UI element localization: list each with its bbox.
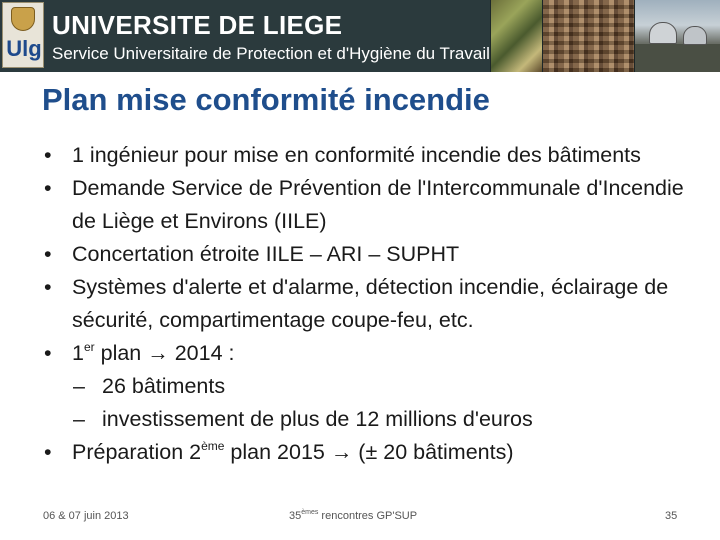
footer-event: 35èmes rencontres GP'SUP	[289, 509, 418, 522]
bullet-icon: •	[44, 176, 52, 200]
bullet-text: Systèmes d'alerte et d'alarme, détection incendie, éclairage de sécurité, compartimentage coupe-feu, etc.	[72, 275, 669, 332]
bullet-text: Demande Service de Prévention de l'Intercommunale d'Incendie de Liège et Environs (IILE)	[72, 176, 684, 233]
bullet-text: Préparation 2ème plan 2015 → (± 20 bâtiments)	[72, 439, 514, 464]
page-number: 35	[665, 510, 678, 522]
bullet-icon: •	[44, 242, 52, 266]
bullet-text: Concertation étroite IILE – ARI – SUPHT	[72, 242, 460, 266]
bullet-text: 1er plan → 2014 :	[72, 340, 235, 365]
bullet-icon: •	[44, 440, 52, 464]
footer-date: 06 & 07 juin 2013	[43, 510, 129, 522]
header-banner	[0, 0, 720, 72]
bullet-icon: •	[44, 341, 52, 365]
slide-title: Plan mise conformité incendie	[42, 82, 490, 117]
logo-letters: Ulg	[6, 36, 42, 61]
bullet-item-second-plan	[44, 436, 704, 469]
university-name: UNIVERSITE DE LIEGE	[52, 10, 343, 40]
header-photo-auditorium	[542, 0, 634, 72]
bullet-item-concertation	[44, 238, 704, 271]
bullet-text: 1 ingénieur pour mise en conformité incendie des bâtiments	[72, 143, 641, 167]
sub-item-buildings	[44, 370, 704, 403]
header-photo-observatory	[634, 0, 720, 72]
header-photo-campus	[490, 0, 542, 72]
bullet-item-first-plan	[44, 337, 704, 370]
dash-icon: –	[73, 407, 85, 431]
sub-item-text: 26 bâtiments	[102, 374, 226, 398]
bullet-icon: •	[44, 143, 52, 167]
dash-icon: –	[73, 374, 85, 398]
bullet-item-systems	[44, 271, 704, 337]
bullet-item-request	[44, 172, 704, 238]
university-logo	[2, 2, 44, 68]
service-name: Service Universitaire de Protection et d'Hygiène du Travail	[52, 44, 490, 63]
bullet-icon: •	[44, 275, 52, 299]
sub-item-text: investissement de plus de 12 millions d'euros	[102, 407, 533, 431]
sub-item-investment	[44, 403, 704, 436]
crest-icon	[11, 7, 35, 31]
bullet-item-engineer	[44, 139, 704, 172]
bullet-list	[44, 139, 704, 469]
